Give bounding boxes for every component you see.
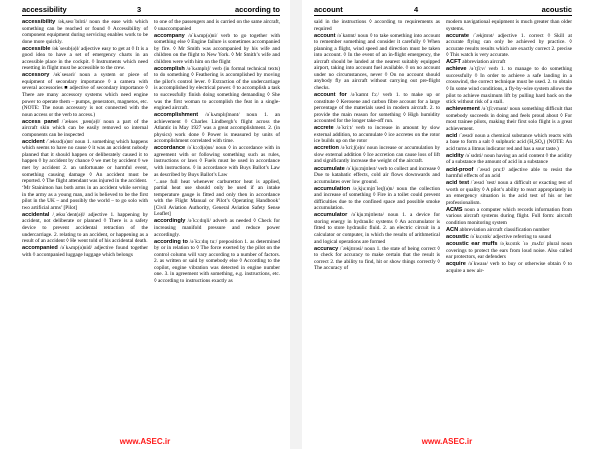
entry-definition: /əˈtʃiːv/ verb 1. to manage to do something successfully ◊ In order to achieve a safe landing in a crosswind, the correct technique must be used. 2. to obtain ◊ In some wind conditions, a fly-by-wire system allows the pilot to achieve maximum lift by pulling hard back on the stick without risk of a stall. xyxy=(446,66,572,106)
entry-definition: /əˈkjuːmjʊleɪtə/ noun 1. a device for storing energy in hydraulic systems ◊ An accumulator is fitted to store hydraulic fluid. 2. an electric circuit in a calculator or computer, in which the results of arithmetical and logical operations are formed xyxy=(314,212,440,245)
entry-headword: accretion xyxy=(314,145,339,152)
entry-headword: according to xyxy=(154,238,188,245)
guide-word-right: acoustic xyxy=(541,5,572,14)
page-number: 4 xyxy=(414,5,419,14)
entry-headword: achievement xyxy=(446,106,480,113)
entry-definition: /əˌkuːstɪk ˈɪə ˌmʌfz/ plural noun coverings to protect the ears from loud noise. Also called ear protectors, ear defenders xyxy=(446,241,572,261)
entry-headword: accrete xyxy=(314,125,334,132)
dictionary-entry xyxy=(22,46,148,72)
entry-headword: ACMS xyxy=(446,206,463,213)
entry-headword: accomplish xyxy=(154,65,185,72)
entry-headword: accompany xyxy=(154,32,185,39)
entry-headword: accordingly xyxy=(154,218,186,225)
right-page-columns xyxy=(314,19,572,431)
entry-definition: /əˌkjuːmjʊˈleɪʃ(ə)n/ noun the collection and increase of something ◊ Fire in a toilet could prevent difficulties due to the confined space and possible smoke accumulation. xyxy=(314,185,440,212)
dictionary-entry xyxy=(22,139,148,185)
entry-headword: acid-proof xyxy=(446,166,474,173)
entry-headword: accumulator xyxy=(314,212,348,219)
dictionary-column xyxy=(446,19,572,431)
dictionary-entry xyxy=(154,112,280,145)
entry-headword: accident xyxy=(22,138,45,145)
entry-definition: /ˌæksɪˈdent(ə)l/ adjective 1. happening by accident, not deliberate or planned ◊ There is a safety device to prevent accidental retraction of the undercarriage. 2. relating to an accident, or happening as a result of an accident ◊ He went told of his accidental death. xyxy=(22,211,148,245)
dictionary-entry xyxy=(314,125,440,145)
dictionary-entry xyxy=(314,166,440,186)
entry-headword: accuracy xyxy=(314,245,339,252)
entry-headword: accessibility xyxy=(22,19,56,25)
entry-definition: /əˈkaʊnt fɔː/ verb 1. to make up or constitute ◊ Kerosene and carbon fibre account for a large percentage of the materials used in modern aircraft. 2. to provide the main reason for something ◊ High humidity accounted for the longer take-off run. xyxy=(314,92,440,125)
dictionary-entry xyxy=(446,234,572,241)
entry-definition: /ˈæksɪd(ə)nt/ noun 1. something which happens which seems to have no cause ◊ it was an accident nobody planned that it should happen or deliberately caused it to happen ◊ by accident by chance ◊ we met by accident ◊ we met by accident 2. an unfortunate or harmful event, something causing damage ◊ An accident must be reported. ◊ The flight attendant was injured in the accident. xyxy=(22,138,148,185)
right-page-header xyxy=(314,3,572,16)
dictionary-entry xyxy=(446,106,572,132)
entry-definition: /əˈkaʊnt/ noun ◊ to take something into account to remember something and consider it carefully ◊ When planning a flight, wind speed and direction must be taken into account. ◊ In the event of an in-flight emergency, the aircraft should be landed at the nearest suitably equipped airport, taking into account fuel available. ◊ on no account under no circumstances, never ◊ On no account should anybody fly an aircraft without carrying out pre-flight checks. xyxy=(314,32,440,91)
dictionary-entry xyxy=(22,245,148,258)
left-page-header xyxy=(22,3,280,16)
entry-definition: to one of the passengers and is carried on the same aircraft, ◊ unaccompanied xyxy=(154,19,280,32)
entry-definition: ‘Mr Stainimon has both arms in an accident while serving in the army as a young man, and is believed to be the first pilot in the UK – and possibly the world – to go solo with two artificial arms’ [Pilot] xyxy=(22,185,148,211)
entry-definition: /əˈkriːʃ(ə)n/ noun increase or accumulation by slow external addition ◊ Ice accretion can cause loss of lift and significantly increase the weight of the aircraft. xyxy=(314,145,440,165)
dictionary-entry xyxy=(446,167,572,180)
entry-definition: /əˈkʌmp(ə)nid/ adjective found together with ◊ accompanied luggage luggage which belongs xyxy=(22,245,148,258)
entry-definition: /ˈæsɪd/ noun a chemical substance which reacts with a base to form a salt ◊ sulphuric acid (H₂SO₄) (NOTE: An acid turns a litmus indicator red and has a sour taste.) xyxy=(446,132,572,152)
entry-definition: /əkˈsesɪb(ə)l/ adjective easy to get at ◊ It is a good idea to have a set of emergency charts in an accessible place in the cockpit. ◊ Instruments which need resetting in flight must be accessible to the crew. xyxy=(22,45,148,72)
dictionary-entry xyxy=(446,33,572,59)
dictionary-entry xyxy=(154,218,280,238)
dictionary-entry xyxy=(446,207,572,227)
dictionary-entry xyxy=(22,19,148,45)
dictionary-entry xyxy=(446,261,572,274)
entry-definition: /əˈkjuːmjʊleɪt/ verb to collect and increase ◊ Due to katabatic effects, cold air flows downwards and accumulates over low ground. xyxy=(314,165,440,185)
dictionary-entry xyxy=(22,185,148,211)
entry-definition: /ˈækjʊrəsi/ noun 1. the state of being correct ◊ to check for accuracy to make certain that the result is correct 2. the ability to find, hit or show things correctly ◊ The accuracy of xyxy=(314,245,440,272)
dictionary-entry xyxy=(446,227,572,234)
dictionary-entry xyxy=(446,19,572,32)
entry-definition: /ˈækjʊrət/ adjective 1. correct ◊ Skill at accurate flying can only be achieved by practice. ◊ accurate results results which are exactly correct 2. precise ◊ This watch is very accurate. xyxy=(446,32,572,59)
dictionary-entry xyxy=(314,186,440,212)
guide-word-right: according to xyxy=(234,5,280,14)
entry-definition: abbreviation aircraft classification number xyxy=(459,226,550,233)
right-page xyxy=(302,0,592,449)
guide-word-left: accessibility xyxy=(22,5,67,14)
entry-headword: accidental xyxy=(22,211,50,218)
entry-headword: accessible xyxy=(22,45,51,52)
footer-watermark: www.ASEC.ir xyxy=(119,437,171,446)
footer-watermark: www.ASEC.ir xyxy=(421,437,473,446)
entry-definition: /əˈkʌmplɪʃmənt/ noun 1. an achievement ◊ Charles Lindbergh’s flight across the Atlantic in May 1927 was a great accomplishment. 2. (in physics) work done ◊ Power is measured by units of accomplishment correlated with time. xyxy=(154,112,280,145)
page-gutter xyxy=(290,0,302,449)
entry-definition: /əˈkriːt/ verb to increase in amount by slow external addition, to accumulate ◊ ice accretes on the rotor ice builds up on the rotor xyxy=(314,125,440,145)
entry-definition: /əˈsɪdɪti/ noun having an acid content ◊ the acidity of a substance the amount of acid in a substance xyxy=(446,152,572,166)
entry-definition: /əˈkuːstɪk/ adjective referring to sound xyxy=(470,234,552,240)
entry-definition: abbreviation aircraft xyxy=(462,59,506,66)
dictionary-entry xyxy=(314,92,440,125)
entry-headword: accordance xyxy=(154,145,186,152)
entry-definition: /əˈkʌmplɪʃ/ verb (in formal technical texts) to do something ◊ Feathering is accomplished by moving the pilot’s control lever. ◊ Extraction of the undercarriage is accomplished by electrical power. ◊ to accomplish a task to successfully finish doing something demanding ◊ She was the first woman to accomplish the feat in a single-engined aircraft. xyxy=(154,65,280,112)
entry-definition: /əˈkwaɪə/ verb to buy or otherwise obtain ◊ to acquire a new air- xyxy=(446,261,572,274)
dictionary-entry xyxy=(314,246,440,272)
entry-definition: /əˈkɔːdɪŋli/ adverb as needed ◊ Check for increasing manifold pressure and reduce power accordingly. xyxy=(154,218,280,238)
entry-definition: modern navigational equipment is much greater than older systems. xyxy=(446,19,572,32)
entry-definition: /ˈæsɪd pruːf/ adjective able to resist the harmful effects of an acid xyxy=(446,166,572,180)
dictionary-entry xyxy=(446,133,572,153)
entry-headword: accumulation xyxy=(314,185,351,192)
dictionary-entry xyxy=(154,33,280,66)
dictionary-entry xyxy=(314,33,440,92)
entry-headword: ACN xyxy=(446,226,459,233)
dictionary-entry xyxy=(446,66,572,105)
entry-headword: account for xyxy=(314,92,347,99)
entry-definition: /ək,sesɪˈbɪlɪti/ noun the ease with which something can be reached or found ◊ Accessibility of component equipment during servicing enables work to be done more quickly. xyxy=(22,19,148,45)
entry-definition: noun a computer which records information from various aircraft systems during flight. Full form: aircraft condition monitoring system xyxy=(446,206,572,226)
entry-headword: accurate xyxy=(446,32,470,39)
dictionary-entry xyxy=(314,19,440,32)
entry-definition: ‘...use full heat whenever carburettor heat is applied, partial heat use should only be used if an intake temperature gauge is fitted and only then in accordance with the Flight Manual or Pilot’s Operating Handbook’ [Civil Aviation Authority, General Aviation Safety Sense Leaflet] xyxy=(154,178,280,218)
dictionary-entry xyxy=(154,19,280,32)
entry-headword: ACFT xyxy=(446,59,461,66)
dictionary-entry xyxy=(154,145,280,178)
entry-headword: accessory xyxy=(22,72,50,79)
entry-definition: /əˈkɔːd(ə)ns/ noun ◊ in accordance with in agreement with or following something such as rules, instructions or laws ◊ Fuels must be used in accordance with instructions. ◊ in accordance with Buys Ballot’s Law as described by Buys Ballot’s Law xyxy=(154,145,280,178)
left-page xyxy=(0,0,290,449)
dictionary-entry xyxy=(22,212,148,245)
dictionary-entry xyxy=(154,179,280,218)
entry-headword: acid test xyxy=(446,180,470,187)
entry-headword: access panel xyxy=(22,118,59,125)
entry-headword: account xyxy=(314,32,336,39)
entry-headword: accompanied xyxy=(22,245,58,252)
page-number: 3 xyxy=(137,5,142,14)
entry-definition: /ˈæsɪd ˈtest/ noun a difficult or exacting test of worth or quality ◊ A pilot’s ability to react appropriately in an emergency situation is the acid test of his or her professionalism. xyxy=(446,180,572,206)
dictionary-entry xyxy=(154,239,280,285)
dictionary-entry xyxy=(154,66,280,112)
dictionary-entry xyxy=(314,212,440,245)
entry-definition: /əˈtʃiːvmənt/ noun something difficult that somebody succeeds in doing and feels proud about ◊ For most trainee pilots, making their first solo flight is a great achievement. xyxy=(446,106,572,132)
entry-headword: accomplishment xyxy=(154,112,199,119)
dictionary-column xyxy=(314,19,440,431)
dictionary-entry xyxy=(446,241,572,261)
entry-headword: acid xyxy=(446,132,458,139)
entry-headword: acoustic xyxy=(446,234,469,240)
dictionary-entry xyxy=(446,59,572,66)
dictionary-entry xyxy=(446,180,572,206)
entry-definition: /əkˈsesəri/ noun a system or piece of equipment of secondary importance ◊ a camera with several accessories ■ adjective of secondary importance ◊ There are many accessory systems which need engine power to operate them – pumps, generators, magnetos, etc. (NOTE: The noun accessory is not connected with the noun access or the verb to access.) xyxy=(22,72,148,118)
dictionary-column xyxy=(154,19,280,431)
entry-definition: /ˈækses ˌpæn(ə)l/ noun a part of the aircraft skin which can be easily removed so internal components can be inspected xyxy=(22,118,148,138)
entry-headword: achieve xyxy=(446,66,467,73)
dictionary-entry xyxy=(314,145,440,165)
entry-headword: acquire xyxy=(446,261,466,268)
guide-word-left: account xyxy=(314,5,343,14)
dictionary-entry xyxy=(22,72,148,118)
dictionary-entry xyxy=(22,119,148,139)
entry-headword: acoustic ear muffs xyxy=(446,241,498,248)
entry-definition: /əˈkʌmp(ə)ni/ verb to go together with something else ◊ Engine failure is sometimes accompanied by fire. ◊ Mr Smith was accompanied by his wife and children on the flight to New York. ◊ Mr Smith’s wife and children were with him on the flight xyxy=(154,32,280,65)
dictionary-column xyxy=(22,19,148,431)
dictionary-entry xyxy=(446,153,572,166)
entry-definition: said in the instructions ◊ according to requirements as required xyxy=(314,19,440,32)
entry-headword: acidity xyxy=(446,152,464,159)
entry-headword: accumulate xyxy=(314,165,345,172)
entry-definition: /əˈkɔːdɪŋ tuː/ preposition 1. as determined by or in relation to ◊ The force exerted by the pilot on the control column will vary according to a number of factors. 2. as written or said by somebody else ◊ According to the copilot, engine vibration was detected in engine number one. 3. in agreement with something, e.g. instructions, etc. ◊ according to instructions exactly as xyxy=(154,238,280,284)
left-page-columns xyxy=(22,19,280,431)
